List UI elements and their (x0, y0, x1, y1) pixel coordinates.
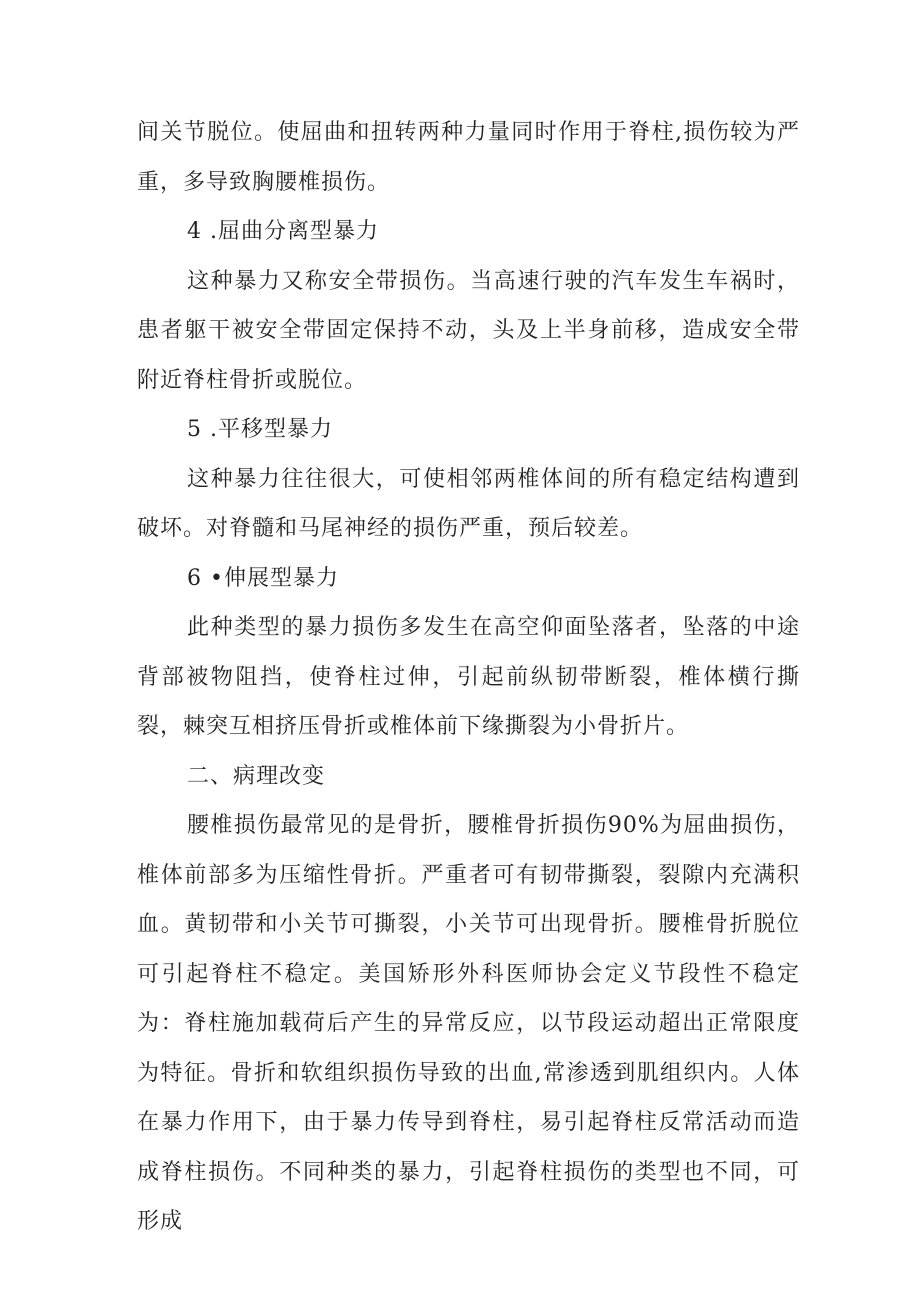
paragraph-seatbelt-injury: 这种暴力又称安全带损伤。当高速行驶的汽车发生车祸时，患者躯干被安全带固定保持不动，头及上半身前移，造成安全带附近脊柱骨折或脱位。 (137, 268, 800, 393)
paragraph-translation: 这种暴力往往很大，可使相邻两椎体间的所有稳定结构遭到破坏。对脊髓和马尾神经的损伤严重，预后较差。 (137, 466, 800, 541)
heading-flexion-distraction: 4 .屈曲分离型暴力 (187, 219, 379, 244)
heading-pathology: 二、病理改变 (187, 763, 326, 789)
heading-translation: 5 .平移型暴力 (187, 417, 333, 442)
paragraph-continued: 间关节脱位。使屈曲和扭转两种力量同时作用于脊柱,损伤较为严重，多导致胸腰椎损伤。 (137, 120, 800, 195)
paragraph-pathology: 腰椎损伤最常见的是骨折，腰椎骨折损伤90%为屈曲损伤，椎体前部多为压缩性骨折。严重者可有韧带撕裂，裂隙内充满积血。黄韧带和小关节可撕裂，小关节可出现骨折。腰椎骨折脱位可引起脊柱不稳定。美国矫形外科医师协会定义节段性不稳定为：脊柱施加载荷后产生的异常反应，以节段运动超出正常限度为特征。骨折和软组织损伤导致的出血,常渗透到肌组织内。人体在暴力作用下，由于暴力传导到脊柱，易引起脊柱反常活动而造成脊柱损伤。不同种类的暴力，引起脊柱损伤的类型也不同，可形成 (137, 813, 800, 1234)
heading-extension: 6 •伸展型暴力 (187, 565, 339, 591)
paragraph-extension: 此种类型的暴力损伤多发生在高空仰面坠落者，坠落的中途背部被物阻挡，使脊柱过伸，引起前纵韧带断裂，椎体横行撕裂，棘突互相挤压骨折或椎体前下缘撕裂为小骨折片。 (137, 615, 800, 739)
